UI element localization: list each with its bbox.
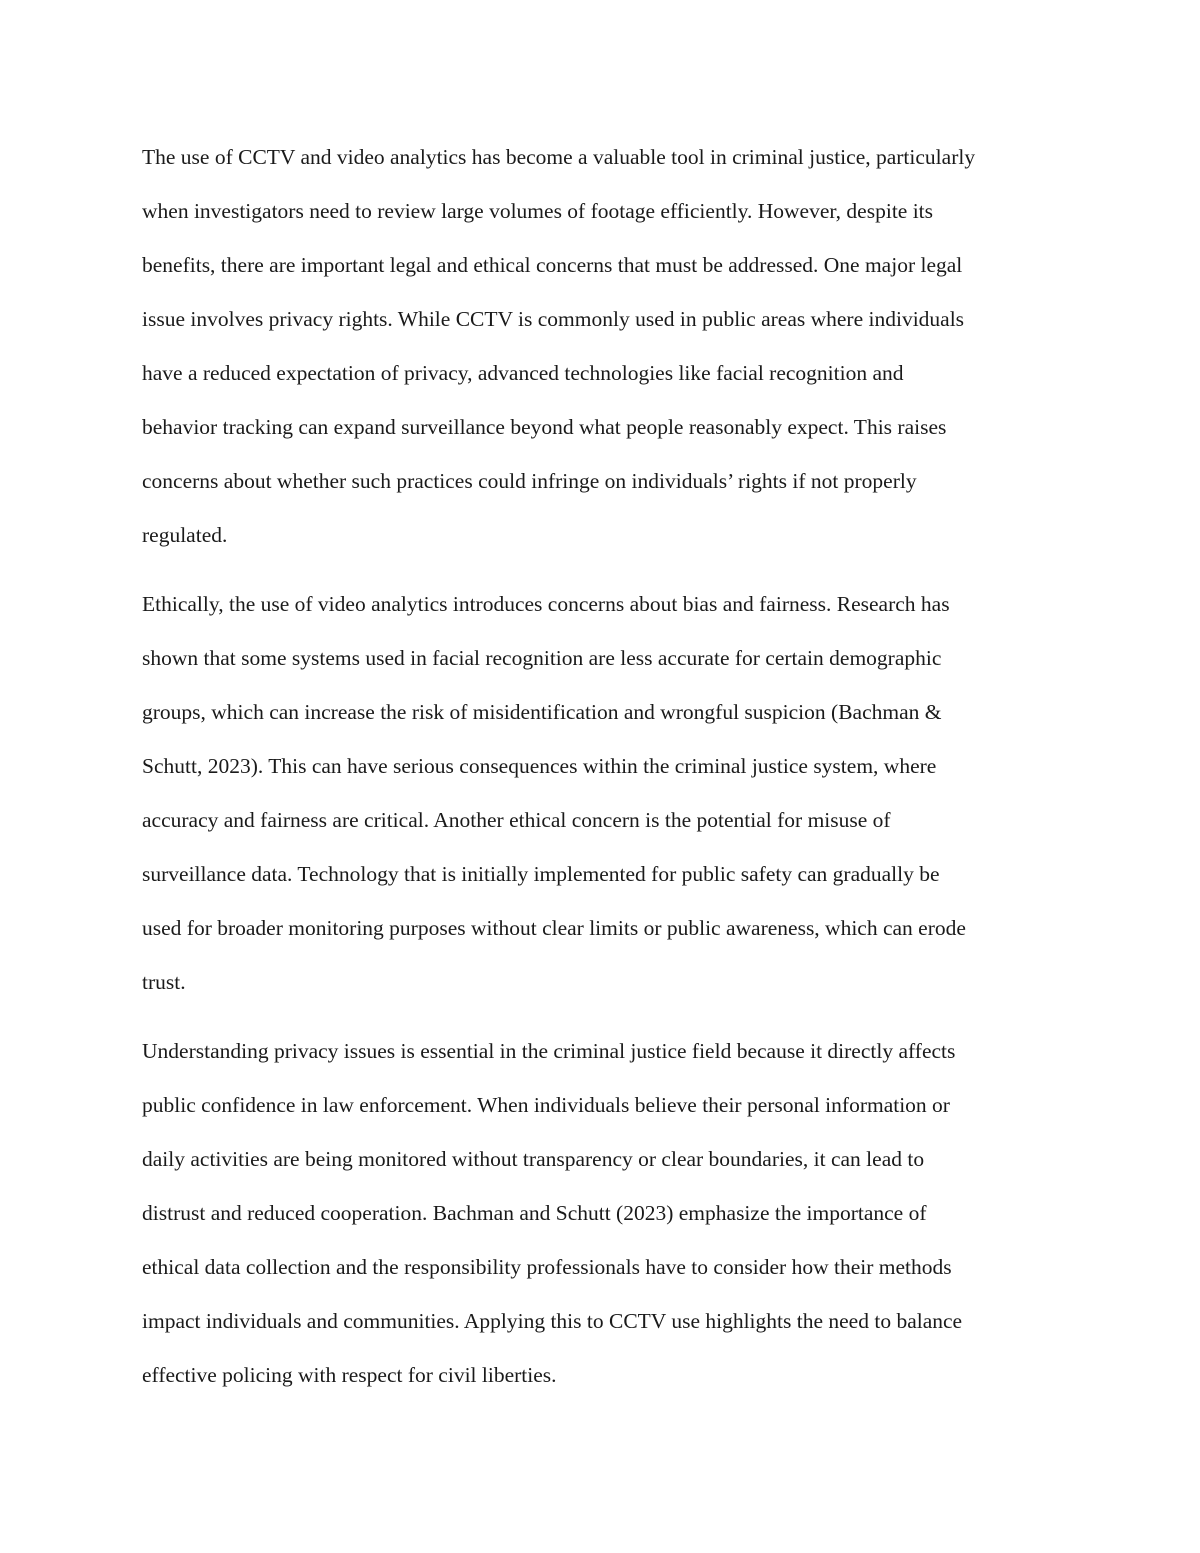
document-body <box>142 130 1062 1417</box>
text-line: regulated. <box>142 523 228 547</box>
text-line: Understanding privacy issues is essential in the criminal justice field because it directly affects <box>142 1039 956 1063</box>
text-line: distrust and reduced cooperation. Bachman and Schutt (2023) emphasize the importance of <box>142 1201 927 1225</box>
text-line: behavior tracking can expand surveillance beyond what people reasonably expect. This raises <box>142 415 947 439</box>
paragraph-3 <box>142 1024 1062 1402</box>
text-line: effective policing with respect for civil liberties. <box>142 1363 557 1387</box>
text-line: impact individuals and communities. Applying this to CCTV use highlights the need to balance <box>142 1309 963 1333</box>
text-line: have a reduced expectation of privacy, advanced technologies like facial recognition and <box>142 361 904 385</box>
text-line: concerns about whether such practices could infringe on individuals’ rights if not properly <box>142 469 917 493</box>
paragraph-2 <box>142 577 1062 1009</box>
text-line: issue involves privacy rights. While CCTV is commonly used in public areas where individuals <box>142 307 965 331</box>
text-line: accuracy and fairness are critical. Another ethical concern is the potential for misuse of <box>142 808 891 832</box>
text-line: shown that some systems used in facial recognition are less accurate for certain demographic <box>142 646 942 670</box>
text-line: public confidence in law enforcement. When individuals believe their personal information or <box>142 1093 950 1117</box>
text-line: The use of CCTV and video analytics has become a valuable tool in criminal justice, particularly <box>142 145 976 169</box>
text-line: benefits, there are important legal and ethical concerns that must be addressed. One major legal <box>142 253 963 277</box>
paragraph-1 <box>142 130 1062 562</box>
text-line: used for broader monitoring purposes without clear limits or public awareness, which can erode <box>142 916 966 940</box>
text-line: trust. <box>142 970 186 994</box>
text-line: ethical data collection and the responsibility professionals have to consider how their methods <box>142 1255 952 1279</box>
text-line: daily activities are being monitored without transparency or clear boundaries, it can lead to <box>142 1147 925 1171</box>
text-line: surveillance data. Technology that is initially implemented for public safety can gradually be <box>142 862 940 886</box>
text-line: groups, which can increase the risk of misidentification and wrongful suspicion (Bachman & <box>142 700 942 724</box>
text-line: Ethically, the use of video analytics introduces concerns about bias and fairness. Research has <box>142 592 950 616</box>
text-line: Schutt, 2023). This can have serious consequences within the criminal justice system, where <box>142 754 937 778</box>
text-line: when investigators need to review large volumes of footage efficiently. However, despite its <box>142 199 934 223</box>
